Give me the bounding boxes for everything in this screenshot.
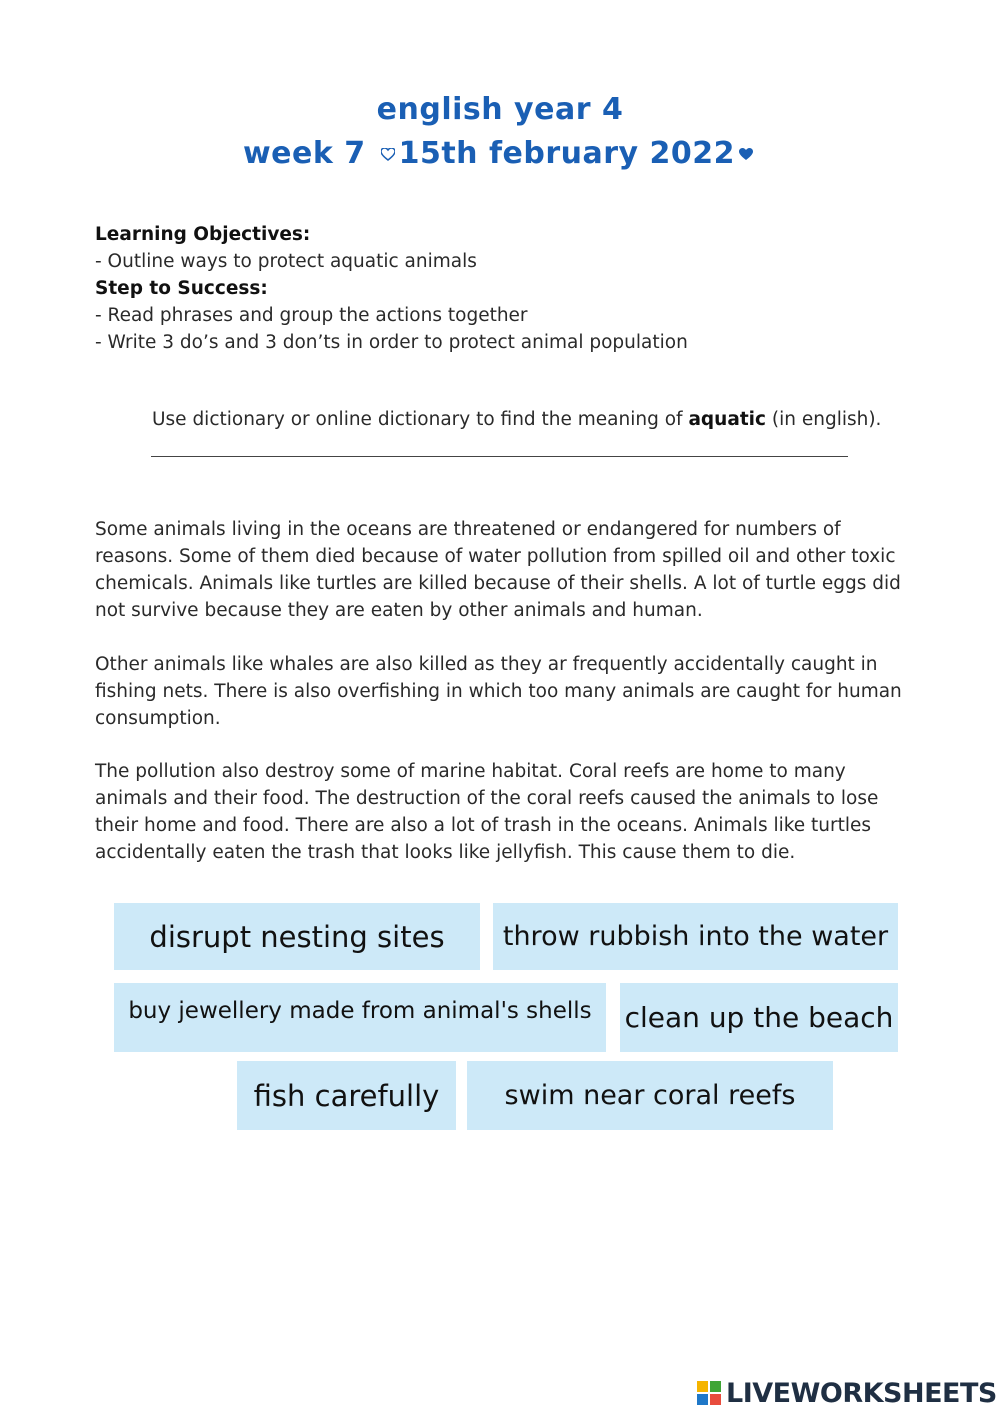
step-item: - Write 3 do’s and 3 don’ts in order to protect animal population	[95, 332, 688, 353]
worksheet-title: english year 4	[376, 92, 624, 127]
objectives-section	[95, 221, 895, 356]
phrase-card-buy-jewellery[interactable]: buy jewellery made from animal's shells	[114, 983, 606, 1052]
logo-grid-icon	[697, 1381, 721, 1405]
dictionary-instruction: Use dictionary or online dictionary to find the meaning of aquatic (in english).	[152, 409, 882, 430]
step-to-success-heading: Step to Success:	[95, 278, 268, 299]
phrase-card-swim-near-coral-reefs[interactable]: swim near coral reefs	[467, 1061, 833, 1130]
heart-icon	[381, 148, 395, 161]
paragraph-2: Other animals like whales are also killed as they ar frequently accidentally caught in fishing nets. There is also overfishing in which too many animals are caught for human consumption.	[95, 654, 902, 729]
objective-item: - Outline ways to protect aquatic animals	[95, 251, 477, 272]
phrase-card-throw-rubbish[interactable]: throw rubbish into the water	[493, 903, 898, 970]
logo-text: LIVEWORKSHEETS	[726, 1377, 997, 1409]
phrase-card-clean-up-beach[interactable]: clean up the beach	[620, 983, 898, 1052]
phrase-card-disrupt-nesting-sites[interactable]: disrupt nesting sites	[114, 903, 480, 970]
step-item: - Read phrases and group the actions together	[95, 305, 528, 326]
phrase-card-fish-carefully[interactable]: fish carefully	[237, 1061, 456, 1130]
heart-icon	[739, 148, 753, 161]
worksheet-subtitle	[0, 136, 1000, 171]
paragraph-3: The pollution also destroy some of marine habitat. Coral reefs are home to many animals and their food. The destruction of the coral reefs caused the animals to lose their home and food. There are also a lot of trash in the oceans. Animals like turtles accidentally eaten the trash that looks like jellyfish. This cause them to die.	[95, 761, 879, 863]
learning-objectives-heading: Learning Objectives:	[95, 224, 311, 245]
answer-line[interactable]	[151, 456, 848, 457]
date-label: 15th february 2022	[398, 136, 736, 171]
liveworksheets-logo	[697, 1378, 997, 1408]
paragraph-1: Some animals living in the oceans are threatened or endangered for numbers of reasons. Some of them died because of water pollution from spilled oil and other toxic chemicals. Animals like turtles are killed because of their shells. A lot of turtle eggs did not survive because they are eaten by other animals and human.	[95, 519, 901, 621]
week-label: week 7	[242, 136, 366, 171]
aquatic-word: aquatic	[688, 409, 766, 430]
